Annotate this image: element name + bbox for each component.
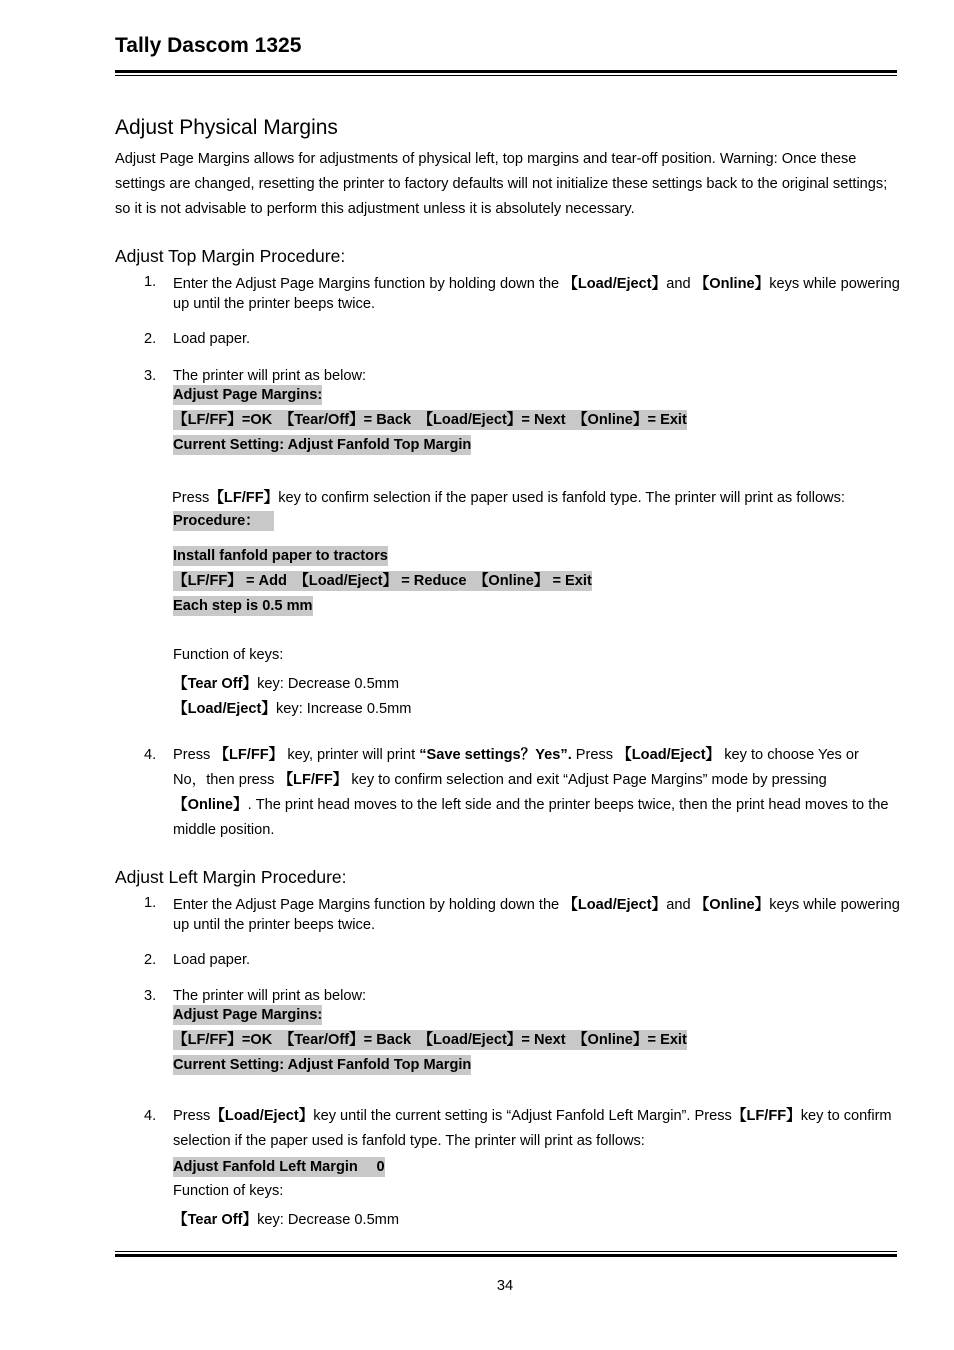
printout-line: 【LF/FF】=OK 【Tear/Off】= Back 【Load/Eject】= Next 【Online】= Exit [173, 412, 687, 428]
step-number: 2. [144, 331, 157, 347]
left-step1-text: Enter the Adjust Page Margins function by holding down the 【Load/Eject】and 【Online】keys while powering up until the printer beeps twice. [173, 897, 900, 933]
section-intro: Adjust Page Margins allows for adjustments of physical left, top margins and tear-off position. Warning: Once these settings are changed, resetting the printer to factory defaults will not initialize these settings back to the original settings; so it is not advisable to perform this adjustment unless it is absolutely necessary. [115, 151, 888, 217]
left-step2-text: Load paper. [173, 952, 251, 968]
function-keys-title: Function of keys: [173, 1183, 284, 1199]
step-number: 1. [144, 895, 157, 911]
printout-line: Adjust Page Margins: [173, 387, 323, 403]
step-number: 1. [144, 274, 157, 290]
page-number: 34 [496, 1278, 514, 1294]
function-key-row: 【Tear Off】key: Decrease 0.5mm [173, 676, 399, 692]
top-margin-title: Adjust Top Margin Procedure: [115, 246, 346, 266]
printout-line: Each step is 0.5 mm [173, 598, 313, 614]
function-key-row: 【Tear Off】key: Decrease 0.5mm [173, 1212, 399, 1228]
section-title: Adjust Physical Margins [115, 116, 338, 139]
left-margin-title: Adjust Left Margin Procedure: [115, 867, 347, 887]
left-step3-text: The printer will print as below: [173, 988, 367, 1004]
printout-line: 【LF/FF】=OK 【Tear/Off】= Back 【Load/Eject】= Next 【Online】= Exit [173, 1032, 687, 1048]
press-lfff-text: Press【LF/FF】key to confirm selection if the paper used is fanfold type. The printer will print as follows: [172, 490, 845, 506]
top-step4-text: Press 【LF/FF】 key, printer will print “Save settings？Yes”. Press 【Load/Eject】 key to choose Yes or No，then press 【LF/FF】 key to confirm selection and exit “Adjust Page Margins” mode by pressing 【Online】. The print head moves to the left side and the printer beeps twice, then the print head moves to the middle position. [173, 747, 889, 838]
printout-line: Adjust Fanfold Left Margin 0 [173, 1159, 385, 1175]
header-rule-thick [115, 70, 897, 73]
step-number: 3. [144, 988, 157, 1004]
step-number: 2. [144, 952, 157, 968]
top-step3-text: The printer will print as below: [173, 368, 367, 384]
header-rule-thin [115, 75, 897, 76]
procedure-label: Procedure： [173, 511, 274, 531]
printout-line: 【LF/FF】 = Add 【Load/Eject】 = Reduce 【Online】 = Exit [173, 573, 592, 589]
top-step2-text: Load paper. [173, 331, 251, 347]
function-keys-title: Function of keys: [173, 647, 284, 663]
top-step1-text: Enter the Adjust Page Margins function by holding down the 【Load/Eject】and 【Online】keys while powering up until the printer beeps twice. [173, 276, 900, 312]
footer-rule-thin [115, 1251, 897, 1252]
footer-rule-thick [115, 1254, 897, 1257]
printout-line: Adjust Page Margins: [173, 1007, 323, 1023]
printout-line: Current Setting: Adjust Fanfold Top Margin [173, 437, 472, 453]
header-title: Tally Dascom 1325 [115, 34, 302, 57]
step-number: 4. [144, 1108, 157, 1124]
printout-line: Install fanfold paper to tractors [173, 548, 388, 564]
left-step4-text: Press【Load/Eject】key until the current setting is “Adjust Fanfold Left Margin”. Press【LF/FF】key to confirm selection if the paper used is fanfold type. The printer will print as follows: [173, 1108, 892, 1149]
function-key-row: 【Load/Eject】key: Increase 0.5mm [173, 701, 412, 717]
step-number: 4. [144, 747, 157, 763]
printout-line: Current Setting: Adjust Fanfold Top Margin [173, 1057, 472, 1073]
step-number: 3. [144, 368, 157, 384]
